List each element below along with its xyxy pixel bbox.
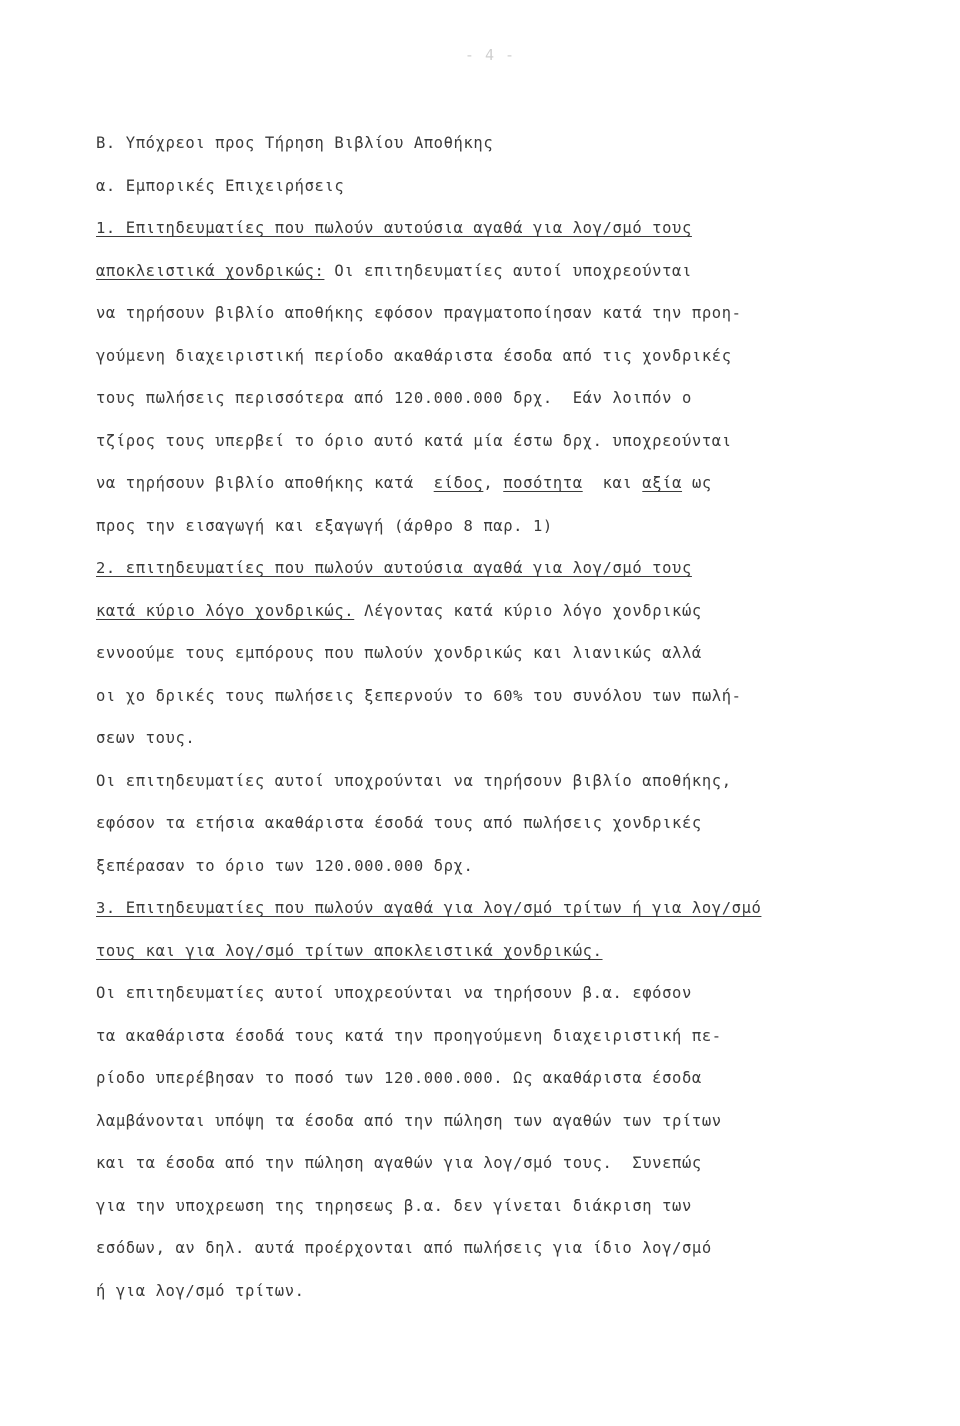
page-number: - 4 - — [464, 46, 516, 64]
section2-line3: οι χο δρικές τους πωλήσεις ξεπερνούν το 60% του συνόλου των πωλή- — [96, 687, 742, 705]
section3-line2: τα ακαθάριστα έσοδά τους κατά την προηγούμενη διαχειριστική πε- — [96, 1027, 722, 1045]
heading-b-text: Β. Υπόχρεοι προς Τήρηση Βιβλίου Αποθήκης — [96, 134, 494, 152]
section1-title-cont: αποκλειστικά χονδρικώς: — [96, 262, 325, 280]
heading-a-text: α. Εμπορικές Επιχειρήσεις — [96, 177, 345, 195]
section3-line1: Οι επιτηδευματίες αυτοί υποχρεούνται να τηρήσουν β.α. εφόσον — [96, 984, 692, 1002]
section3-line3: ρίοδο υπερέβησαν το ποσό των 120.000.000. Ως ακαθάριστα έσοδα — [96, 1069, 702, 1087]
section2-line1 — [96, 600, 946, 622]
section1-line5: τζίρος τους υπερβεί το όριο αυτό κατά μία έστω δρχ. υποχρεούνται — [96, 432, 732, 450]
section1-title: 1. Επιτηδευματίες που πωλούν αυτούσια αγαθά για λογ/σμό τους — [96, 219, 692, 237]
section3-title: 3. Επιτηδευματίες που πωλούν αγαθά για λογ/σμό τρίτων ή για λογ/σμό — [96, 899, 762, 917]
section1-line6-d: ως — [682, 474, 712, 492]
section1-line1 — [96, 260, 946, 282]
section1-line6-a: να τηρήσουν βιβλίο αποθήκης κατά — [96, 474, 434, 492]
section1-line6-c: και — [582, 474, 643, 492]
section1-line6-b: , — [483, 474, 504, 492]
section2-title: 2. επιτηδευματίες που πωλούν αυτούσια αγαθά για λογ/σμό τους — [96, 559, 692, 577]
section3-line7: εσόδων, αν δηλ. αυτά προέρχονται από πωλήσεις για ίδιο λογ/σμό — [96, 1239, 712, 1257]
section1-line6 — [96, 472, 946, 494]
section1-line7: προς την εισαγωγή και εξαγωγή (άρθρο 8 παρ. 1) — [96, 517, 553, 535]
section2-line6: εφόσον τα ετήσια ακαθάριστα έσοδά τους από πωλήσεις χονδρικές — [96, 814, 702, 832]
section2-line2: εννοούμε τους εμπόρους που πωλούν χονδρικώς και λιανικώς αλλά — [96, 644, 702, 662]
section2-line4: σεων τους. — [96, 729, 196, 747]
section1-posotita: ποσότητα — [503, 474, 583, 492]
section2-line1-rest: Λέγοντας κατά κύριο λόγο χονδρικώς — [354, 602, 702, 620]
section2-title-cont: κατά κύριο λόγο χονδρικώς. — [96, 602, 355, 620]
section1-line3: γούμενη διαχειριστική περίοδο ακαθάριστα έσοδα από τις χονδρικές — [96, 347, 732, 365]
section1-line1-rest: Οι επιτηδευματίες αυτοί υποχρεούνται — [324, 262, 692, 280]
section3-line8: ή για λογ/σμό τρίτων. — [96, 1282, 305, 1300]
section1-line2: να τηρήσουν βιβλίο αποθήκης εφόσον πραγματοποίησαν κατά την προη- — [96, 304, 742, 322]
section2-line7: ξεπέρασαν το όριο των 120.000.000 δρχ. — [96, 857, 474, 875]
heading-a — [96, 175, 946, 197]
heading-b — [96, 132, 946, 154]
section2-line5: Οι επιτηδευματίες αυτοί υποχρούνται να τηρήσουν βιβλίο αποθήκης, — [96, 772, 732, 790]
section1-line4: τους πωλήσεις περισσότερα από 120.000.000 δρχ. Εάν λοιπόν ο — [96, 389, 692, 407]
section3-line6: για την υποχρεωση της τηρησεως β.α. δεν γίνεται διάκριση των — [96, 1197, 692, 1215]
section1-eidos: είδος — [433, 474, 484, 492]
section3-line4: λαμβάνονται υπόψη τα έσοδα από την πώληση των αγαθών των τρίτων — [96, 1112, 722, 1130]
section3-title-cont: τους και για λογ/σμό τρίτων αποκλειστικά χονδρικώς. — [96, 942, 603, 960]
section3-line5: και τα έσοδα από την πώληση αγαθών για λογ/σμό τους. Συνεπώς — [96, 1154, 702, 1172]
section1-axia: αξία — [642, 474, 683, 492]
